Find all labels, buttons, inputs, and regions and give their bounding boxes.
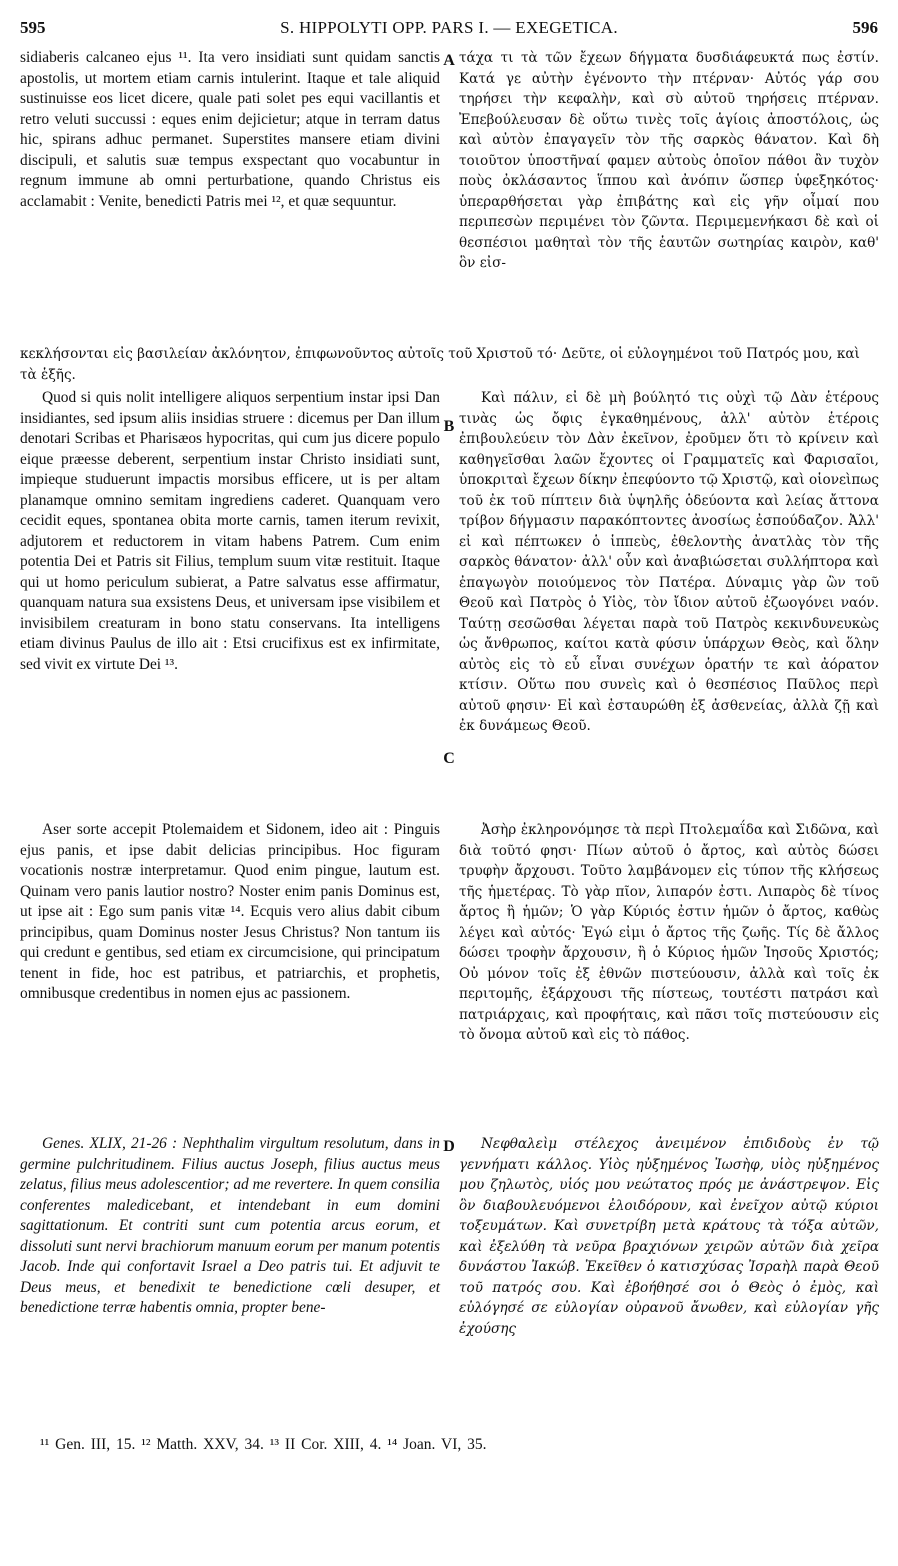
greek-paragraph-4: Νεφθαλεὶμ στέλεχος ἀνειμένον ἐπιδιδοὺς ἐν τῷ γεννήματι κάλλος. Υἱὸς ηὐξημένος Ἰωσὴφ, υἱὸς ηὐξημένος μου ζηλωτὸς, υἱός μου νεώτατος πρός με ἀνάστρεψον. Εἰς ὃν διαβουλευόμενοι ἐλοιδόρουν, καὶ ἐνεῖχον αὐτῷ κύριοι τοξευμάτων. Καὶ συνετρίβη μετὰ κράτους τὰ τόξα αὐτῶν, καὶ ἐξελύθη τὰ νεῦρα βραχιόνων χειρῶν αὐτῶν διὰ χεῖρα δυνάστου Ἰακώβ. Ἐκεῖθεν ὁ κατισχύσας Ἰσραὴλ παρὰ Θεοῦ τοῦ πατρός σου. Καὶ ἐβοήθησέ σοι ὁ Θεὸς ὁ ἐμὸς, καὶ εὐλόγησέ σε εὐλογίαν οὐρανοῦ ἄνωθεν, καὶ εὐλογίαν γῆς ἐχούσης [459, 1136, 879, 1337]
page-number-left: 595 [20, 18, 46, 37]
latin-paragraph-1: sidiaberis calcaneo ejus ¹¹. Ita vero insidiati sunt quidam sanctis apostolis, ut mortem etiam carnis intulerint. Itaque et tale aliquid sustinuisse eos licet dicere, quale pati solet pes equi vacillantis et retro veluti succussi : eques enim dejicietur; atque in terram datus hic, spirans adhuc permanet. Superstites mansere etiam divini discipuli, et salutis suæ tempus exspectant quo vocabuntur in regnum immune ab omni perturbatione, quando Christus eis acclamabit : Venite, benedicti Patris mei ¹², et quæ sequuntur. [20, 49, 440, 210]
running-header [20, 18, 878, 46]
latin-paragraph-4: Genes. XLIX, 21-26 : Nephthalim virgultum resolutum, dans in germine pulchritudinem. Filius auctus Joseph, filius auctus meus zelatus, filius meus adolescentior; ad me revertere. In quem consilia conferentes maledicebant, et intendebant in eum domini sagittationum. Et contriti sunt cum potentia arcus eorum, et dissoluti sunt nervi brachiorum manuum eorum per manum potentis Jacob. Inde qui confortavit Israel a Deo patris tui. Et adjuvit te Deus meus, et benedixit te benedictione cœli desuper, et benedictione terræ habentis omnia, propter bene- [20, 1135, 440, 1316]
latin-paragraph-3: Aser sorte accepit Ptolemaidem et Sidonem, ideo ait : Pinguis ejus panis, et ipse dabit delicias principibus. Hoc figuram vocationis nostræ interpretamur. Quod enim pingue, lautum est. Quinam vero panis lautior nostro? Noster enim panis Dominus est, ut ipse ait : Ego sum panis vitæ ¹⁴. Ecquis vero alius dabit cibum principibus, quam Dominus noster Jesus Christus? Non tantum iis qui credunt e gentibus, sed etiam ex circumcisione, qui principatum tenent in fide, hoc est patribus, et patriarchis, et prophetis, omnibusque credentibus in nomen ejus ac passionem. [20, 821, 440, 1002]
page-number-right: 596 [852, 18, 878, 37]
latin-paragraph-2: Quod si quis nolit intelligere aliquos serpentium instar ipsi Dan insidiantes, sed ipsum aliis insidias struere : dicemus per Dan illum denotari Scribas et Pharisæos hypocritas, qui cum jus dicere populo eique præesse deberent, serpentium instar Christo insidiati sunt, impieque studuerunt impactis morsibus efficere, ut is per altam planamque omnino semitam ingrediens caderet. Quanquam vero cecidit eques, spontanea obita morte carnis, tamen iterum revixit, adjutorem et reductorem in vitam habens Patrem. Cum enim potentia Dei et Patris sit Filius, templum suum vitæ restituit. Itaque qui ut homo periculum subierat, a Patre salvatus esse affirmatur, quanquam natura sua exsistens Deus, et universam ipse visibilem et invisibilem creaturam in bono statu conservans. Ita intelligens etiam divinus Paulus de illo ait : Etsi crucifixus est ex infirmitate, sed vivit ex virtute Dei ¹³. [20, 389, 440, 673]
footnotes: ¹¹ Gen. III, 15. ¹² Matth. XXV, 34. ¹³ II Cor. XIII, 4. ¹⁴ Joan. VI, 35. [40, 1436, 487, 1453]
running-title: S. HIPPOLYTI OPP. PARS I. — EXEGETICA. [280, 18, 618, 37]
section-marker-a: A [443, 52, 455, 69]
greek-paragraph-3: Ἀσὴρ ἐκληρονόμησε τὰ περὶ Πτολεμαΐδα καὶ Σιδῶνα, καὶ διὰ τοῦτό φησι· Πίων αὐτοῦ ὁ ἄρτος, καὶ αὐτὸς δώσει τρυφὴν ἄρχουσι. Τοῦτο λαμβάνομεν εἰς τύπον τῆς κλήσεως τῆς ἡμετέρας. Τὸ γὰρ πῖον, λιπαρόν ἐστι. Λιπαρὸς δὲ τίνος ἄρτος ἢ ἡμῶν; Ὁ γὰρ Κύριός ἐστιν ἡμῶν ὁ ἄρτος, καθὼς λέγει καὶ αὐτός· Ἐγώ εἰμι ὁ ἄρτος τῆς ζωῆς. Τίς δὲ ἄλλος δώσει τροφὴν ἄρχουσιν, ἢ ὁ Κύριος ἡμῶν Ἰησοῦς Χριστός; Οὐ μόνον τοῖς ἐξ ἐθνῶν πιστεύουσιν, ἀλλὰ καὶ τοῖς ἐκ περιτομῆς, ἐξάρχουσι τῆς πίστεως, τουτέστι πατράσι καὶ πατριάρχαις, καὶ προφήταις, καὶ πᾶσι τοῖς πιστεύουσιν εἰς τὸ ὄνομα αὐτοῦ καὶ εἰς τὸ πάθος. [459, 822, 879, 1043]
greek-paragraph-1: τάχα τι τὰ τῶν ἔχεων δήγματα δυσδιάφευκτά πως ἐστίν. Κατά γε αὐτὴν ἐγένοντο τὴν πτέρναν· Αὐτός γάρ σου τηρήσει τὴν κεφαλὴν, καὶ σὺ αὐτοῦ τηρήσεις πτέρναν. Ἐπεβούλευσαν δὲ οὕτω τινὲς τοῖς ἁγίοις ἀποστόλοις, ὡς καὶ αὐτὸν ἐπαγαγεῖν τὸν τῆς σαρκὸς θάνατον. Καὶ δὴ τοιοῦτον ὑποστῆναί φαμεν αὐτοὺς ὁποῖον πάθοι ἂν τυχὸν ποὺς ὀκλάσαντος ἵππου καὶ ἀνόπιν ὥσπερ ὑφεξηκότος· ὑπεραρθήσεται γὰρ ἐπιβάτης καὶ εἰς γῆν οἶμαί που περιπεσὼν περιμένει τὸν ζῶντα. Περιμεμενήκασι δὲ καὶ οἱ θεσπέσιοι μαθηταὶ τὸν τῆς ἑαυτῶν σωτηρίας καιρὸν, καθ' ὃν εἰσ- [459, 50, 879, 271]
section-marker-b: B [443, 418, 455, 435]
greek-full-width-line: κεκλήσονται εἰς βασιλείαν ἀκλόνητον, ἐπιφωνοῦντος αὐτοῖς τοῦ Χριστοῦ τό· Δεῦτε, οἱ εὐλογημένοι τοῦ Πατρός μου, καὶ τὰ ἑξῆς. [20, 346, 860, 383]
greek-paragraph-2: Καὶ πάλιν, εἰ δὲ μὴ βούλητό τις οὐχὶ τῷ Δὰν ἑτέρους τινὰς ὡς ὄφις ἐγκαθημένους, ἀλλ' αὐτὸν ἑτέροις ἐπιβουλεύειν τὸν Δὰν ἐκεῖνον, ἐροῦμεν ὅτι τὸ κρίνειν καὶ καθηγεῖσθαι λαῶν ἔχοντες οἱ Γραμματεῖς καὶ Φαρισαῖοι, ὑποκριταὶ ἔχεων δίκην ἐπεφύοντο τῷ Χριστῷ, καὶ οἱονεὶπως τοῦ ἐκ τοῦ πίπτειν διὰ ὑψηλῆς ὁδεύοντα καὶ λείας ἄττονα τρίβον δήγμασιν παρακόπτοντες ἀνοσίως ἐσπούδαζον. Ἀλλ' εἰ καὶ πέπτωκεν ὁ ἱππεὺς, ἐθελοντὴς ἀνατλὰς τὸν τῆς σαρκὸς θάνατον· ἀλλ' οὖν καὶ ἀναβιώσεται συλλήπτορα καὶ ἐπαγωγὸν ποιούμενος τὸν Πατέρα. Δύναμις γὰρ ὢν τοῦ Θεοῦ καὶ Πατρὸς ὁ Υἱὸς, τὸν ἴδιον αὐτοῦ ἐζωογόνει ναόν. Ταύτῃ σεσῶσθαι λέγεται παρὰ τοῦ Πατρὸς κεκινδυνευκὼς ὡς ἄνθρωπος, καίτοι κατὰ φύσιν ὑπάρχων Θεὸς, καὶ ὅλην αὐτὸς εἰς τὸ εὖ εἶναι συνέχων ὁρατήν τε καὶ ἀόρατον κτίσιν. Οὕτω που συνεὶς καὶ ὁ θεσπέσιος Παῦλος περὶ αὐτοῦ φησιν· Εἰ καὶ ἐσταυρώθη ἐξ ἀσθενείας, ἀλλὰ ζῇ καὶ ἐκ δυνάμεως Θεοῦ. [459, 390, 879, 734]
section-marker-c: C [443, 750, 455, 767]
section-marker-d: D [443, 1138, 455, 1155]
